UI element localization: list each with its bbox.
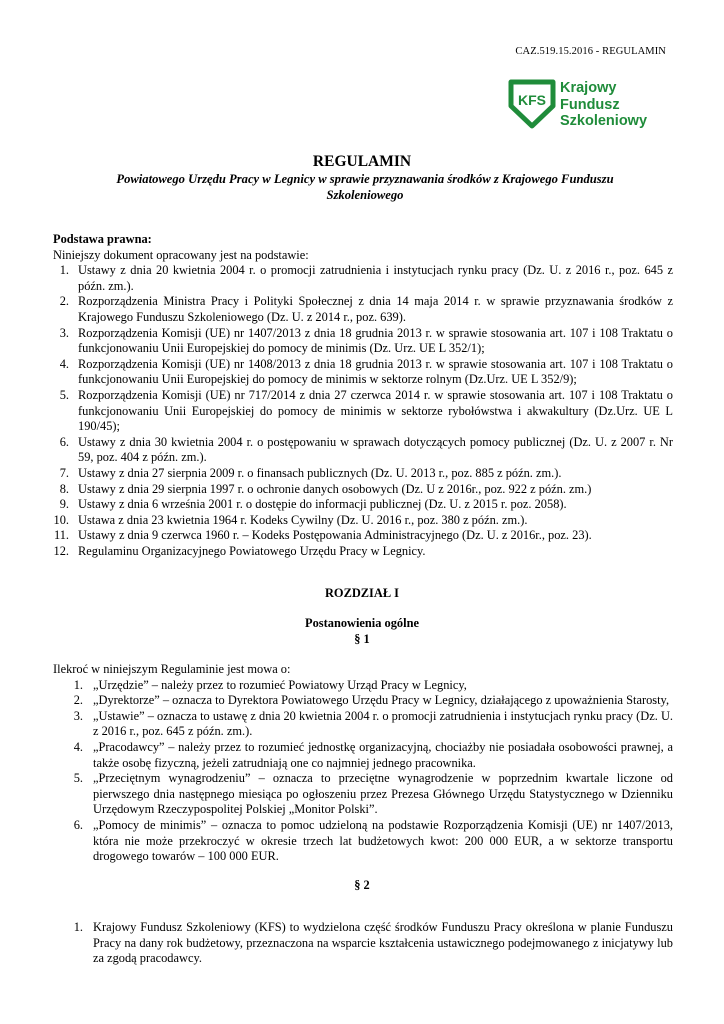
list-item-text: „Pomocy de minimis” – oznacza to pomoc udzieloną na podstawie Rozporządzenia Komisji (UE) nr 1407/2013, która nie może przekroczyć w okresie trzech lat budżetowych kwot: 200 000 EUR, a w sektorze transportu drogowego towarów – 100 000 EUR.	[93, 817, 673, 864]
list-item-number: 5.	[59, 387, 69, 402]
list-item	[53, 771, 673, 818]
paragraph-2-mark: § 2	[354, 878, 370, 892]
list-item-text: „Pracodawcy” – należy przez to rozumieć jednostkę organizacyjną, chociażby nie posiadała osobowości prawnej, a także osobę fizyczną, jeżeli zatrudniają one co najmniej jednego pracownika.	[93, 739, 673, 770]
list-item	[53, 326, 673, 357]
list-item	[53, 466, 673, 482]
list-item-number: 4.	[59, 356, 69, 371]
document-subtitle: Powiatowego Urzędu Pracy w Legnicy w sprawie przyznawania środków z Krajowego Funduszu Szkoleniowego	[116, 172, 614, 202]
kfs-logo-abbr: KFS	[518, 92, 546, 108]
list-item-number: 1.	[73, 677, 83, 692]
kfs-logo-icon	[508, 78, 556, 130]
list-item-text: Ustawa z dnia 23 kwietnia 1964 r. Kodeks Cywilny (Dz. U. 2016 r., poz. 380 z późn. zm.).	[78, 512, 528, 527]
list-item-number: 4.	[73, 739, 83, 754]
legal-basis-list	[53, 263, 673, 559]
legal-basis-heading: Podstawa prawna:	[53, 232, 152, 246]
list-item-number: 10.	[53, 512, 69, 527]
section-title: Postanowienia ogólne	[305, 616, 419, 630]
list-item-number: 12.	[53, 543, 69, 558]
logo-line-2: Fundusz	[560, 96, 620, 113]
list-item	[53, 513, 673, 529]
list-item	[53, 528, 673, 544]
document-reference: CAZ.519.15.2016 - REGULAMIN	[515, 46, 666, 57]
list-item	[53, 678, 673, 694]
list-item	[53, 740, 673, 771]
document-title: REGULAMIN	[312, 153, 412, 170]
list-item-text: Ustawy z dnia 29 sierpnia 1997 r. o ochronie danych osobowych (Dz. U z 2016r., poz. 922 z późn. zm.)	[78, 481, 592, 496]
list-item-number: 6.	[73, 817, 83, 832]
list-item-text: „Ustawie” – oznacza to ustawę z dnia 20 kwietnia 2004 r. o promocji zatrudnienia i instytucjach rynku pracy (Dz. U. z 2016 r., poz. 645 z późn. zm.).	[93, 708, 673, 739]
list-item-text: „Przeciętnym wynagrodzeniu” – oznacza to przeciętne wynagrodzenie w poprzednim kwartale liczone od pierwszego dnia następnego miesiąca po ogłoszeniu przez Prezesa Głównego Urzędu Statystycznego w Dzienniku Urzędowym Rzeczypospolitej Polskiej „Monitor Polski”.	[93, 771, 673, 817]
list-item-text: Ustawy z dnia 9 czerwca 1960 r. – Kodeks Postępowania Administracyjnego (Dz. U. z 2016r., poz. 23).	[78, 528, 592, 543]
list-item	[53, 497, 673, 513]
definitions-list	[53, 678, 673, 865]
list-item	[53, 544, 673, 560]
list-item-text: Rozporządzenia Komisji (UE) nr 1407/2013 z dnia 18 grudnia 2013 r. w sprawie stosowania art. 107 i 108 Traktatu o funkcjonowaniu Unii Europejskiej do pomocy de minimis (Dz. Urz. UE L 352/1);	[78, 325, 673, 356]
list-item-text: Rozporządzenia Komisji (UE) nr 1408/2013 z dnia 18 grudnia 2013 r. w sprawie stosowania art. 107 i 108 Traktatu o funkcjonowaniu Unii Europejskiej do pomocy de minimis w sektorze rolnym (Dz.Urz. UE L 352/9);	[78, 356, 673, 387]
list-item-text: „Dyrektorze” – oznacza to Dyrektora Powiatowego Urzędu Pracy w Legnicy, działającego z upoważnienia Starosty,	[93, 693, 670, 708]
list-item	[53, 482, 673, 498]
list-item	[53, 357, 673, 388]
list-item-number: 6.	[59, 434, 69, 449]
legal-basis-intro: Niniejszy dokument opracowany jest na podstawie:	[53, 247, 309, 262]
paragraph-1-mark: § 1	[354, 632, 370, 646]
list-item-number: 3.	[59, 325, 69, 340]
legal-basis-section	[53, 232, 673, 559]
list-item-number: 11.	[53, 528, 69, 543]
list-item-number: 1.	[73, 920, 83, 934]
list-item-text: Ustawy z dnia 27 sierpnia 2009 r. o finansach publicznych (Dz. U. 2013 r., poz. 885 z późn. zm.).	[78, 465, 562, 480]
list-item-text: Rozporządzenia Ministra Pracy i Polityki Społecznej z dnia 14 maja 2014 r. w sprawie przyznawania środków z Krajowego Funduszu Szkoleniowego (Dz. U. z 2014 r., poz. 639).	[78, 294, 673, 324]
paragraph-2-list	[53, 920, 673, 967]
definitions-section	[53, 662, 673, 865]
list-item	[53, 388, 673, 435]
list-item	[53, 709, 673, 740]
logo-line-3: Szkoleniowy	[560, 113, 648, 129]
definitions-intro: Ilekroć w niniejszym Regulaminie jest mowa o:	[53, 662, 291, 676]
list-item-number: 2.	[73, 693, 83, 708]
list-item-number: 9.	[59, 497, 69, 512]
list-item-text: Ustawy z dnia 6 września 2001 r. o dostępie do informacji publicznej (Dz. U. z 2015 r. poz. 2058).	[78, 497, 567, 512]
list-item-number: 5.	[73, 771, 83, 786]
list-item-text: Ustawy z dnia 30 kwietnia 2004 r. o postępowaniu w sprawach dotyczących pomocy publicznej (Dz. U. z 2007 r. Nr 59, poz. 404 z późn. zm.).	[78, 434, 673, 465]
list-item-number: 7.	[59, 465, 69, 480]
list-item	[53, 693, 673, 709]
list-item-text: Ustawy z dnia 20 kwietnia 2004 r. o promocji zatrudnienia i instytucjach rynku pracy (Dz. U. z 2016 r., poz. 645 z późn. zm.).	[78, 263, 673, 293]
paragraph-2-section	[53, 920, 673, 967]
chapter-heading: ROZDZIAŁ I	[324, 586, 400, 600]
list-item-number: 1.	[59, 263, 69, 278]
list-item-text: Rozporządzenia Komisji (UE) nr 717/2014 z dnia 27 czerwca 2014 r. w sprawie stosowania art. 107 i 108 Traktatu o funkcjonowaniu Unii Europejskiej do pomocy de minimis w sektorze rybołówstwa i akwakultury (Dz.Urz. UE L 190/45);	[78, 387, 673, 434]
list-item	[53, 920, 673, 967]
list-item	[53, 435, 673, 466]
kfs-logo-text	[560, 80, 647, 130]
list-item	[53, 294, 673, 325]
list-item-number: 3.	[73, 708, 83, 723]
list-item-text: Regulaminu Organizacyjnego Powiatowego Urzędu Pracy w Legnicy.	[78, 543, 426, 558]
kfs-logo	[508, 78, 658, 134]
list-item-text: „Urzędzie” – należy przez to rozumieć Powiatowy Urząd Pracy w Legnicy,	[93, 677, 467, 692]
list-item	[53, 818, 673, 865]
list-item-text: Krajowy Fundusz Szkoleniowy (KFS) to wydzielona część środków Funduszu Pracy określona w planie Funduszu Pracy na dany rok budżetowy, przeznaczona na wsparcie kształcenia ustawicznego podejmowanego z inicjatywy lub za zgodą pracodawcy.	[93, 920, 673, 966]
list-item-number: 8.	[59, 481, 69, 496]
logo-line-1: Krajowy	[560, 80, 617, 96]
list-item	[53, 263, 673, 294]
list-item-number: 2.	[59, 294, 69, 309]
